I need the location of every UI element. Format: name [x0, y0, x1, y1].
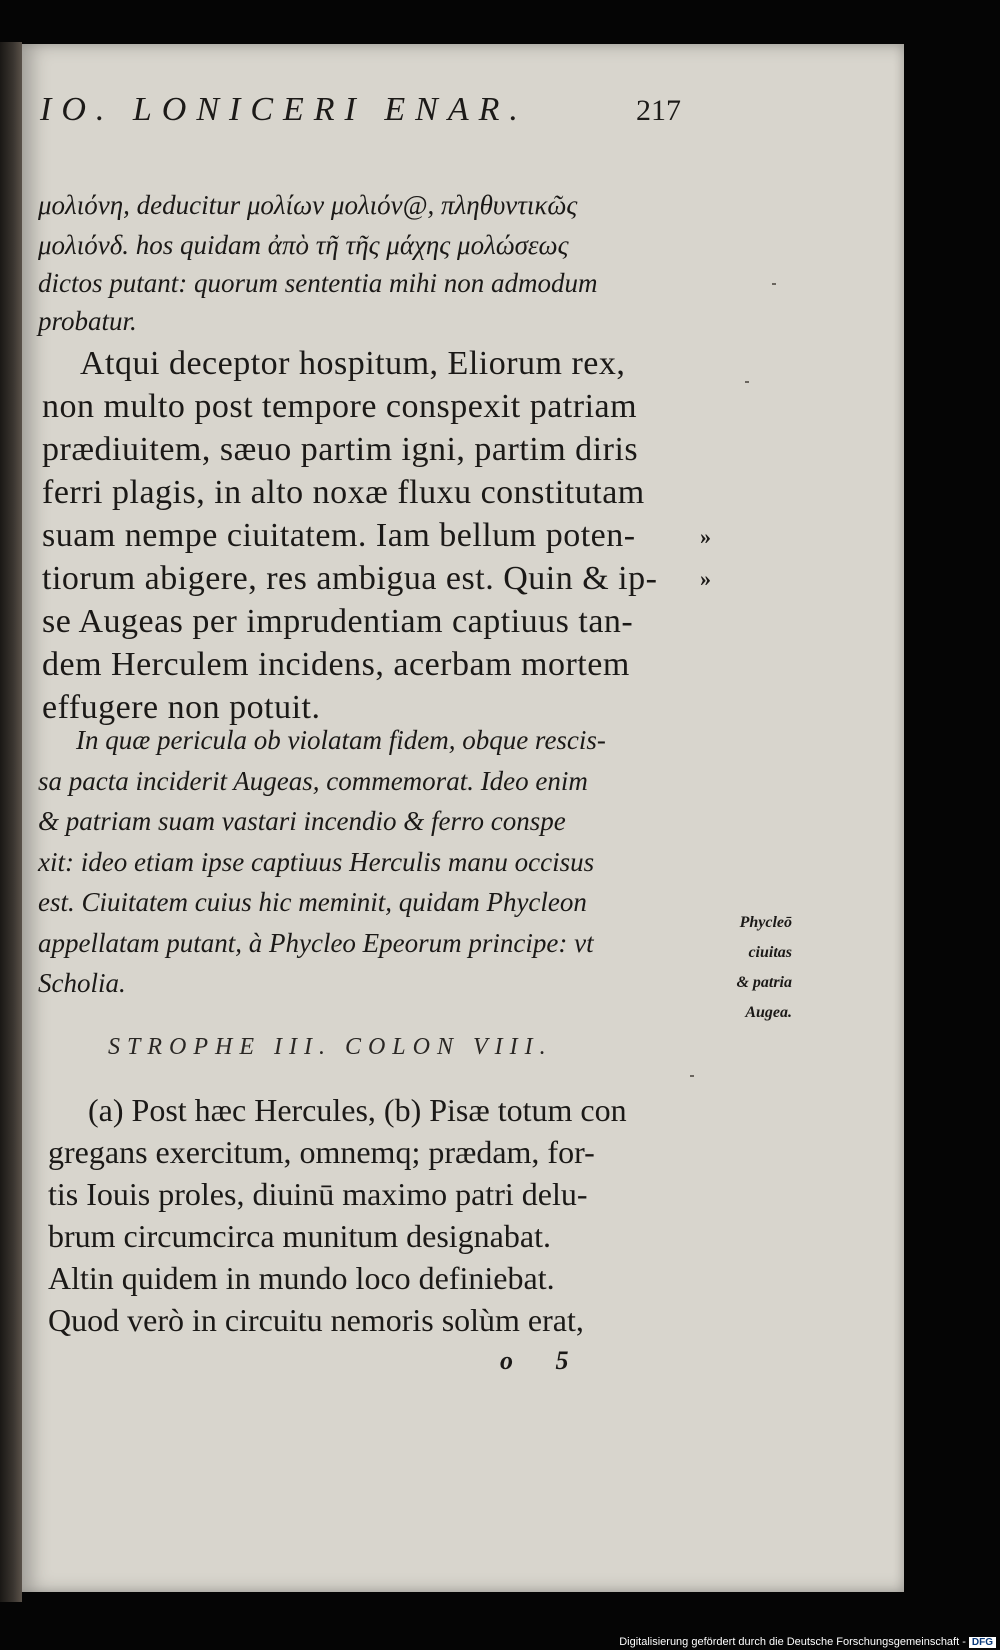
translation-line: gregans exercitum, omnemq; prædam, for- — [48, 1134, 595, 1170]
signature-mark: o 5 — [500, 1346, 587, 1375]
commentary-line: appellatam putant, à Phycleo Epeorum principe: vt — [38, 928, 594, 958]
dfg-logo: DFG — [969, 1637, 996, 1648]
commentary-line: & patriam suam vastari incendio & ferro conspe — [38, 806, 566, 836]
translation-line: (a) Post hæc Hercules, (b) Pisæ totum con — [88, 1092, 627, 1128]
commentary-line: est. Ciuitatem cuius hic meminit, quidam Phycleon — [38, 887, 587, 917]
commentary-line: probatur. — [38, 306, 137, 336]
translation-line: tiorum abigere, res ambigua est. Quin & ip- — [42, 560, 658, 597]
translation-line: se Augeas per imprudentiam captiuus tan- — [42, 603, 634, 640]
commentary-line: sa pacta inciderit Augeas, commemorat. Ideo enim — [38, 766, 588, 796]
translation-line: suam nempe ciuitatem. Iam bellum poten- — [42, 517, 636, 554]
translation-line: ferri plagis, in alto noxæ fluxu constitutam — [42, 474, 645, 511]
commentary-line: μολιόνη, deducitur μολίων μολιόν@, πληθυντικῶς — [38, 190, 578, 220]
quotation-mark: » — [700, 524, 711, 549]
translation-line: Quod verò in circuitu nemoris solùm erat, — [48, 1302, 584, 1338]
quotation-mark: » — [700, 566, 711, 591]
commentary-line: xit: ideo etiam ipse captiuus Herculis manu occisus — [38, 847, 595, 877]
margin-note-line: ciuitas — [748, 944, 792, 961]
translation-line: Atqui deceptor hospitum, Eliorum rex, — [80, 345, 626, 382]
digitization-credit — [619, 1636, 996, 1648]
translation-line: Altin quidem in mundo loco definiebat. — [48, 1260, 555, 1296]
paper-speck — [745, 381, 749, 383]
paper-speck — [690, 1075, 694, 1077]
margin-note-line: Phycleō — [739, 914, 792, 931]
translation-line: dem Herculem incidens, acerbam mortem — [42, 646, 630, 683]
commentary-line: Scholia. — [38, 968, 126, 998]
translation-line: non multo post tempore conspexit patriam — [42, 388, 638, 425]
margin-note — [700, 908, 792, 1028]
commentary-line: dictos putant: quorum sententia mihi non admodum — [38, 268, 598, 298]
book-gutter-edge — [0, 42, 22, 1602]
translation-line: tis Iouis proles, diuinū maximo patri delu- — [48, 1176, 588, 1212]
credit-text: Digitalisierung gefördert durch die Deutsche Forschungsgemeinschaft - — [619, 1636, 966, 1648]
paper-speck — [772, 283, 776, 285]
margin-note-line: Augea. — [745, 1004, 792, 1021]
translation-line: prædiuitem, sæuo partim igni, partim diris — [42, 431, 639, 468]
translation-line: effugere non potuit. — [42, 689, 321, 726]
running-head: IO. LONICERI ENAR. — [40, 91, 528, 128]
commentary-line: μολιόνδ. hos quidam ἀπὸ τῆ τῆς μάχης μολώσεως — [38, 230, 569, 260]
margin-note-line: & patria — [736, 974, 792, 991]
section-heading: STROPHE III. COLON VIII. — [108, 1034, 553, 1060]
commentary-line: In quæ pericula ob violatam fidem, obque rescis- — [76, 725, 606, 755]
translation-line: brum circumcirca munitum designabat. — [48, 1218, 551, 1254]
page-number: 217 — [636, 94, 681, 127]
